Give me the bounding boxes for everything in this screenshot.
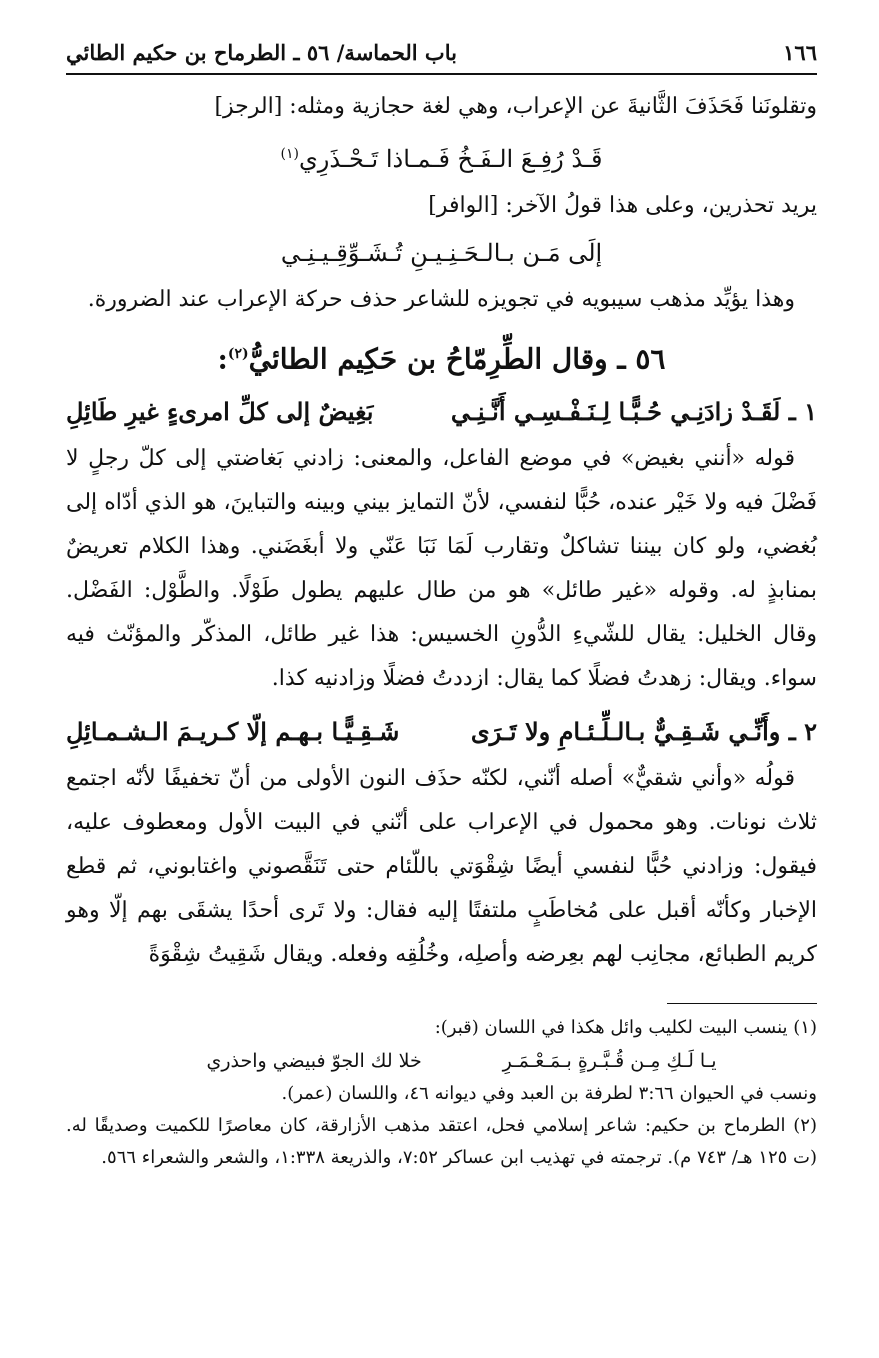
footnote-verse-first: يـا لَـكِ مِـن قُـبَّـرةٍ بـمَـعْـمَـرِ (502, 1050, 717, 1073)
footnote-1-verse (66, 1044, 817, 1078)
running-title: باب الحماسة/ ٥٦ ـ الطرماح بن حكيم الطائي (66, 40, 457, 65)
hemistich-first: ٢ ـ وأَنِّـي شَـقِـيٌّ بـالـلِّـئـامِ ولا تَـرَى (470, 717, 817, 747)
hemistich-first: ١ ـ لَقَـدْ زادَنِـي حُـبًّـا لِـنَـفْـسِـي أَنَّـنِـي (450, 397, 817, 427)
footnote-divider (667, 1003, 817, 1004)
running-header (66, 40, 817, 75)
commentary-1: قوله «أنني بغيض» في موضع الفاعل، والمعنى: زادني بَغاضتي إلى كلّ رجلٍ لا فَضْلَ فيه ولا خَيْر عنده، حُبًّا لنفسي، لأنّ التمايز بيني وبينه والتباينَ، هو الذي أدّاه إلى بُغضي، ولو كان بيننا تشاكلٌ وتقارب لَمَا نَبَا عَنّي ولا أبغَضَني. وهذا الكلام تعريضٌ بمنابذٍ له. وقوله «غير طائل» هو من طال عليهم يطول طَوْلًا. والطَّوْل: الفَضْل. وقال الخليل: يقال للشّيءِ الدُّونِ الخسيس: هذا غير طائل، المذكّر والمؤنّث فيه سواء. ويقال: زهدتُ فضلًا كما يقال: ازددتُ فضلًا وزادنيه كذا. (66, 446, 817, 692)
footnote-1-intro: (١) ينسب البيت لكليب وائل هكذا في اللسان (قبر): (434, 1017, 817, 1039)
footnote-verse-second: خلا لك الجوّ فبيضي واحذري (206, 1050, 422, 1073)
main-text (66, 85, 817, 977)
footnote-1-source: ونسب في الحيوان ٣:٦٦ لطرفة بن العبد وفي ديوانه ٤٦، واللسان (عمر). (281, 1083, 817, 1105)
book-page (66, 40, 817, 1338)
verse-quote-2: إلَى مَـن بـالـحَـنِـيـنِ تُـشَـوِّقِـيـنِـي (280, 239, 603, 267)
page-number: ١٦٦ (783, 40, 817, 65)
paragraph-intro: وتقلونَنا فَحَذَفَ الثَّانيةَ عن الإعراب، وهي لغة حجازية ومثله: [الرجز] (214, 94, 817, 119)
section-heading (66, 330, 817, 383)
heading-colon: : (217, 342, 228, 376)
footnotes (66, 1012, 817, 1174)
hemistich-second: بَغِيضٌ إلى كلِّ امرىءٍ غيرِ طَائِلِ (66, 397, 374, 427)
footnote-2: (٢) الطرماح بن حكيم: شاعر إسلامي فحل، اعتقد مذهب الأزارقة، كان معاصرًا للكميت وصديقًا له. (ت ١٢٥ هـ/ ٧٤٣ م). ترجمته في تهذيب ابن عساكر ٧:٥٢، والذريعة ١:٣٣٨، والشعر والشعراء ٥٦٦. (66, 1115, 817, 1169)
paragraph-second: يريد تحذرين، وعلى هذا قولُ الآخر: [الوافر] (428, 193, 817, 218)
poem-couplet-1 (66, 387, 817, 437)
poem-couplet-2 (66, 707, 817, 757)
verse-quote-1 (66, 129, 817, 184)
paragraph-third: وهذا يؤيِّد مذهب سيبويه في تجويزه للشاعر حذف حركة الإعراب عند الضرورة. (87, 287, 795, 312)
heading-text: ٥٦ ـ وقال الطِّرِمّاحُ بن حَكِيم الطائيُّ (248, 342, 666, 376)
footnote-marker-1: (١) (280, 146, 299, 162)
footnote-marker-2: (٢) (227, 346, 249, 362)
commentary-2: قولُه «وأني شقيٌّ» أصله أنّني، لكنّه حذَف النون الأولى من أنّ تخفيفًا لأنّه اجتمع ثلاث نونات. وهو محمول في الإعراب على أنّني في البيت الأول ومعطوف عليه، فيقول: وزادني حُبًّا لنفسي أيضًا شِقْوَتي باللّئام حتى تَنَقَّصوني واغتابوني، ثم قطع الإخبار وكأنّه أقبل على مُخاطَبٍ ملتفتًا إليه فقال: ولا تَرى أحدًا يشقَى بهم إلّا وهو كريم الطبائع، مجانِب لهم بعِرضه وأصلِه، وخُلُقِه وفعله. ويقال شَقِيتُ شِقْوَةً (66, 766, 817, 968)
verse-text: قَـدْ رُفِـعَ الـفَـخُ فَـمـاذا تَـحْـذَرِي (299, 145, 603, 173)
hemistich-second: شَـقِـيًّـا بـهـم إلّا كـريـمَ الـشـمـائِلِ (66, 717, 400, 747)
